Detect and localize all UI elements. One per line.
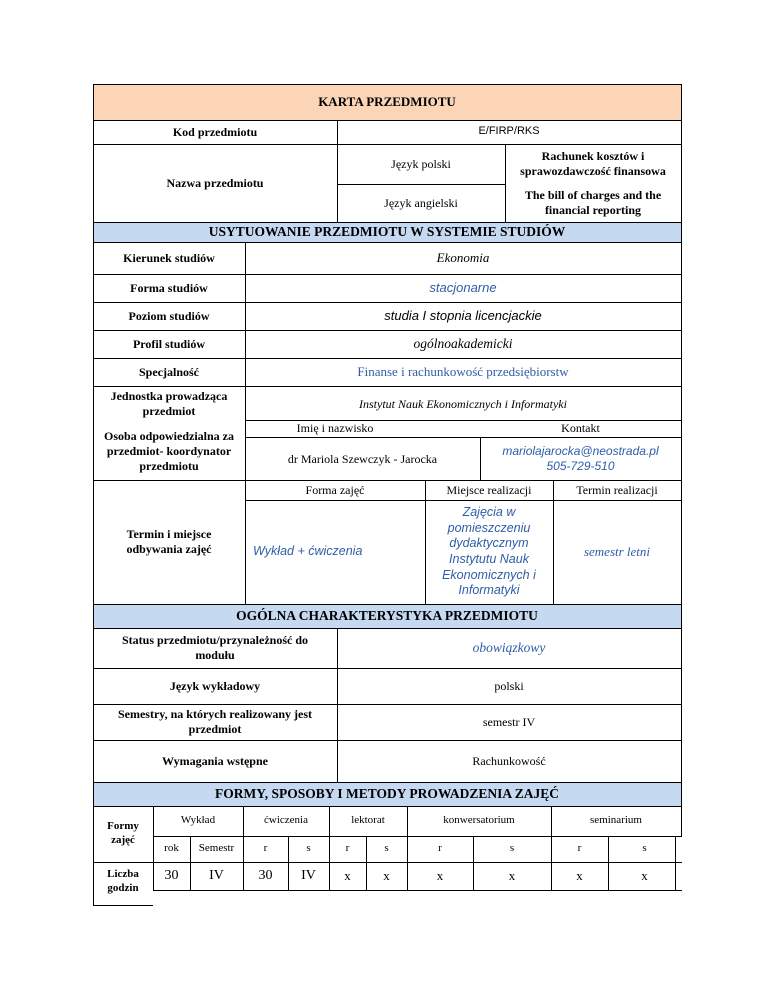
grid-line (407, 806, 408, 890)
grid-line (190, 836, 191, 890)
semestry-value: semestr IV (482, 714, 536, 729)
nazwa-pl-label: Język polski (391, 156, 451, 171)
osoba-contact (480, 438, 681, 480)
sub-header: s (642, 842, 647, 855)
grid-line (93, 222, 682, 223)
group-cwiczenia: ćwiczenia (264, 814, 308, 827)
termin-forma: Wykład + ćwiczenia (253, 544, 363, 559)
grid-line (93, 704, 682, 705)
grid-line (329, 806, 330, 890)
status-label: Status przedmiotu/przynależność do modułu (122, 633, 308, 662)
grid-line (245, 420, 682, 421)
osoba-name: dr Mariola Szewczyk - Jarocka (287, 451, 438, 466)
grid-line (243, 806, 244, 890)
grid-line (153, 836, 682, 837)
grid-line (245, 242, 246, 604)
sub-header: r (345, 842, 350, 855)
section-formy: FORMY, SPOSOBY I METODY PROWADZENIA ZAJĘĆ (93, 782, 681, 806)
termin-termin: semestr letni (583, 543, 651, 559)
grid-line (93, 274, 682, 275)
sub-header: s (384, 842, 389, 855)
grid-line (93, 242, 682, 243)
grid-line (93, 668, 682, 669)
section-charakterystyka: OGÓLNA CHARAKTERYSTYKA PRZEDMIOTU (93, 604, 681, 628)
grid-line (337, 120, 338, 222)
hours-value: IV (301, 868, 316, 884)
hours-value: x (344, 867, 351, 883)
sub-header: rok (164, 842, 179, 855)
specjalnosc-value: Finanse i rachunkowość przedsiębiorstw (357, 363, 569, 379)
termin-col-forma: Forma zajęć (305, 482, 365, 497)
kod-value: E/FIRP/RKS (478, 125, 540, 138)
grid-line (153, 890, 682, 891)
sub-header: s (306, 842, 311, 855)
group-seminarium: seminarium (590, 814, 642, 827)
grid-line (366, 836, 367, 890)
nazwa-en-value: The bill of charges and the financial reporting (524, 188, 662, 217)
profil-value: ogólnoakademicki (413, 335, 513, 351)
jezyk-value: polski (494, 678, 524, 693)
termin-label: Termin i miejsce odbywania zajęć (126, 527, 212, 556)
grid-line (93, 740, 682, 741)
profil-label: Profil studiów (132, 336, 206, 351)
osoba-label: Osoba odpowiedzialna za przedmiot- koordynator przedmiotu (103, 428, 235, 473)
jezyk-label: Język wykładowy (169, 678, 261, 693)
hours-row-label: Liczba godzin (107, 868, 139, 894)
sub-header: r (577, 842, 582, 855)
status-value: obowiązkowy (472, 639, 546, 655)
grid-line (608, 836, 609, 890)
grid-line (551, 806, 552, 890)
hours-value: x (508, 867, 516, 883)
grid-line (337, 628, 338, 782)
grid-line (245, 500, 682, 501)
sub-header: r (263, 842, 268, 855)
semestry-label: Semestry, na których realizowany jest przedmiot (117, 707, 313, 736)
kierunek-value: Ekonomia (436, 249, 490, 265)
osoba-col-contact: Kontakt (561, 420, 600, 435)
grid-line (93, 302, 682, 303)
hours-value: IV (209, 868, 224, 884)
termin-miejsce: Zajęcia w pomieszczeniu dydaktycznym Instytutu Nauk Ekonomicznych i Informatyki (442, 505, 536, 598)
grid-line (93, 120, 682, 121)
hours-value: 30 (258, 868, 273, 884)
grid-line (93, 862, 682, 863)
grid-line (425, 480, 426, 604)
grid-line (553, 480, 554, 604)
group-lektorat: lektorat (351, 814, 385, 827)
grid-line (93, 604, 682, 605)
grid-line (93, 628, 682, 629)
grid-line (93, 806, 682, 807)
hours-value: x (436, 867, 444, 883)
hours-value: 30 (164, 868, 179, 884)
grid-line (505, 144, 506, 222)
wymagania-value: Rachunkowość (472, 753, 546, 768)
nazwa-en-label: Język angielski (384, 195, 458, 210)
formy-row-label: Formy zajęć (107, 820, 139, 846)
grid-line (153, 806, 154, 890)
grid-line (93, 905, 153, 906)
kierunek-label: Kierunek studiów (123, 250, 215, 265)
sub-header: r (438, 842, 442, 855)
grid-line (93, 480, 682, 481)
grid-line (93, 144, 682, 145)
grid-line (675, 836, 676, 890)
grid-line (93, 84, 682, 85)
hours-value: x (576, 867, 583, 883)
grid-line (93, 330, 682, 331)
section-usytuowanie: USYTUOWANIE PRZEDMIOTU W SYSTEMIE STUDIÓW (93, 222, 681, 242)
nazwa-pl-value: Rachunek kosztów i sprawozdawczość finansowa (520, 149, 666, 178)
jednostka-label: Jednostka prowadząca przedmiot (110, 389, 228, 418)
grid-line (288, 836, 289, 890)
hours-value: x (641, 867, 648, 883)
forma-studiow-label: Forma studiów (130, 280, 208, 295)
group-konwersatorium: konwersatorium (443, 814, 515, 827)
poziom-value: studia I stopnia licencjackie (384, 307, 542, 323)
grid-line (93, 358, 682, 359)
grid-line (480, 437, 481, 480)
grid-line (337, 184, 505, 185)
termin-col-miejsce: Miejsce realizacji (446, 482, 532, 497)
osoba-phone: 505-729-510 (546, 459, 615, 473)
grid-line (93, 386, 682, 387)
termin-col-termin: Termin realizacji (576, 482, 658, 497)
wymagania-label: Wymagania wstępne (162, 753, 268, 768)
poziom-label: Poziom studiów (128, 308, 210, 323)
card-title: KARTA PRZEDMIOTU (93, 84, 681, 120)
grid-line (245, 437, 682, 438)
grid-line (681, 84, 682, 836)
sub-header: s (509, 842, 515, 855)
hours-value: x (383, 867, 390, 883)
sub-header: Semestr (198, 842, 235, 855)
specjalnosc-label: Specjalność (139, 364, 199, 379)
jednostka-value: Instytut Nauk Ekonomicznych i Informatyki (359, 396, 567, 411)
grid-line (473, 836, 474, 890)
osoba-email[interactable]: mariolajarocka@neostrada.pl (502, 444, 659, 458)
group-wyklad: Wykład (180, 814, 216, 827)
kod-label: Kod przedmiotu (172, 124, 258, 139)
nazwa-label: Nazwa przedmiotu (166, 175, 264, 190)
grid-line (93, 782, 682, 783)
osoba-col-name: Imię i nazwisko (296, 420, 374, 435)
forma-studiow-value: stacjonarne (429, 279, 497, 295)
